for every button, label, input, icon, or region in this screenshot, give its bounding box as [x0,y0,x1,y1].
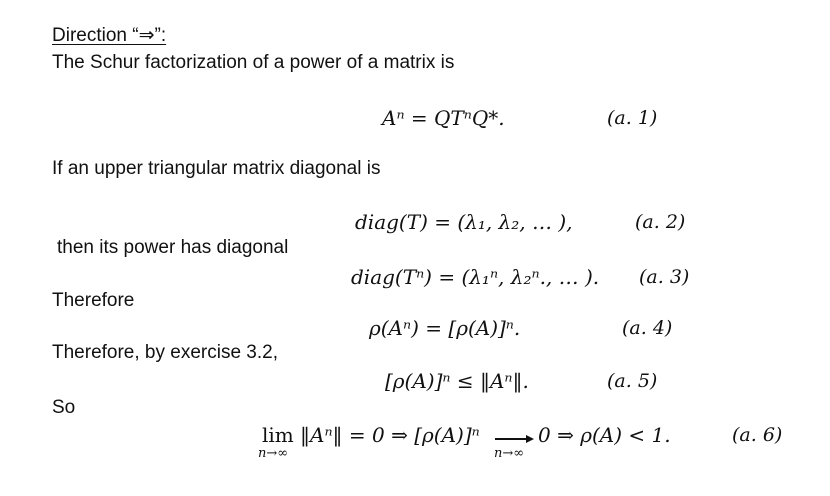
equation-a5: [ρ(A)]ⁿ ≤ ‖Aⁿ‖. [385,369,529,393]
triangular-text: If an upper triangular matrix diagonal is [52,158,381,179]
equation-a2: diag(T) = (λ₁, λ₂, … ), [355,210,573,234]
equation-a5-label: (a. 5) [607,370,658,392]
equation-a4-label: (a. 4) [622,317,673,339]
so-text: So [52,397,76,418]
therefore-text: Therefore [52,290,135,311]
equation-a1-label: (a. 1) [607,107,658,129]
intro-text: The Schur factorization of a power of a matrix is [52,52,455,73]
tends-to-arrow-head [526,435,534,443]
section-heading: Direction “⇒”: [52,25,167,46]
arrow-subscript: n→∞ [494,446,525,461]
limit-equation-part1: ‖Aⁿ‖ = 0 ⇒ [ρ(A)]ⁿ [300,423,480,447]
limit-subscript: n→∞ [258,446,289,461]
tends-to-arrow-line [495,438,527,440]
equation-a3-label: (a. 3) [639,266,690,288]
equation-a3: diag(Tⁿ) = (λ₁ⁿ, λ₂ⁿ., … ). [351,265,600,289]
equation-a6-label: (a. 6) [732,424,783,446]
therefore-exercise-text: Therefore, by exercise 3.2, [52,342,278,363]
equation-a4: ρ(Aⁿ) = [ρ(A)]ⁿ. [369,316,521,340]
equation-a1: Aⁿ = QTⁿQ*. [382,106,505,130]
power-diagonal-text: then its power has diagonal [57,237,289,258]
limit-equation-part2: 0 ⇒ ρ(A) < 1. [538,423,671,447]
equation-a2-label: (a. 2) [635,211,686,233]
limit-operator: lim [262,423,294,447]
